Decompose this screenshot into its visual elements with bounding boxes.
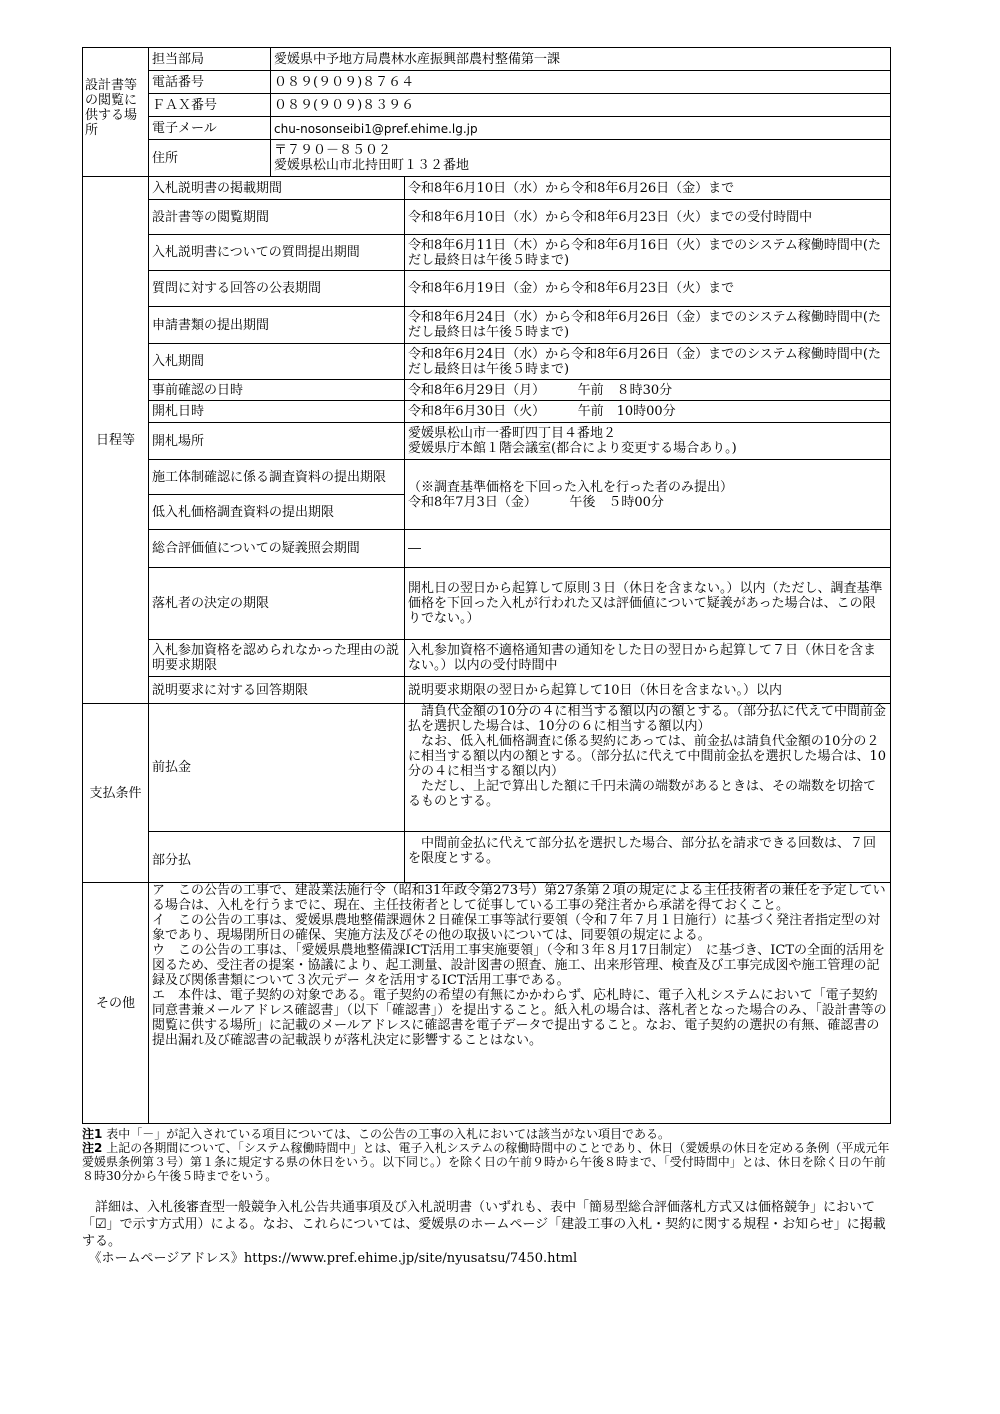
schedule-value: 説明要求期限の翌日から起算して10日（休日を含まない。）以内 bbox=[405, 677, 891, 704]
schedule-label: 施工体制確認に係る調査資料の提出期限 bbox=[149, 460, 405, 495]
payment-value: 中間前金払に代えて部分払を選択した場合、部分払を請求できる回数は、７回を限度とする。 bbox=[405, 832, 891, 883]
schedule-label: 事前確認の日時 bbox=[149, 380, 405, 401]
venue-row bbox=[83, 94, 891, 117]
note-tag: 注2 bbox=[82, 1141, 103, 1155]
fax-value: ０８９(９０９)８３９６ bbox=[271, 94, 891, 117]
schedule-row bbox=[83, 344, 891, 380]
payment-row bbox=[83, 832, 891, 883]
venue-row bbox=[83, 117, 891, 140]
other-items bbox=[149, 883, 891, 1124]
schedule-row bbox=[83, 677, 891, 704]
other-item: エ 本件は、電子契約の対象である。電子契約の希望の有無にかかわらず、応札時に、電子入札システムにおいて「電子契約同意書兼メールアドレス確認書」（以下「確認書」）を提出すること。紙入札の場合は、落札者となった場合のみ、「設計書等の閲覧に供する場所」に記載のメールアドレスに確認書を電子データで提出すること。なお、電子契約の選択の有無、確認書の提出漏れ及び確認書の記載誤りが落札決定に影響することはない。 bbox=[152, 988, 887, 1048]
schedule-value: 令和8年6月24日（水）から令和8年6月26日（金）までのシステム稼働時間中(ただし最終日は午後５時まで) bbox=[405, 344, 891, 380]
schedule-row bbox=[83, 460, 891, 495]
schedule-label: 入札説明書の掲載期間 bbox=[149, 177, 405, 200]
venue-label: 電話番号 bbox=[149, 71, 271, 94]
schedule-value: 令和8年6月24日（水）から令和8年6月26日（金）までのシステム稼働時間中(ただし最終日は午後５時まで) bbox=[405, 307, 891, 344]
schedule-value: 令和8年6月30日（火） 午前 10時00分 bbox=[405, 401, 891, 423]
schedule-row bbox=[83, 271, 891, 307]
note-1 bbox=[82, 1127, 894, 1141]
note-text: 表中「－」が記入されている項目については、この公告の工事の入札においては該当がない項目である。 bbox=[106, 1127, 670, 1141]
payment-label: 前払金 bbox=[149, 704, 405, 832]
schedule-value: 令和8年6月10日（水）から令和8年6月26日（金）まで bbox=[405, 177, 891, 200]
schedule-label: 入札参加資格を認められなかった理由の説明要求期限 bbox=[149, 640, 405, 677]
notice-table bbox=[82, 47, 891, 1124]
survey-deadline-value: （※調査基準価格を下回った入札を行った者のみ提出） 令和8年7月3日（金） 午後 ５時00分 bbox=[405, 460, 891, 530]
schedule-row bbox=[83, 200, 891, 235]
schedule-label: 説明要求に対する回答期限 bbox=[149, 677, 405, 704]
note-2 bbox=[82, 1141, 894, 1183]
schedule-label: 質問に対する回答の公表期間 bbox=[149, 271, 405, 307]
schedule-label: 設計書等の閲覧期間 bbox=[149, 200, 405, 235]
other-row bbox=[83, 883, 891, 1124]
schedule-value: 令和8年6月29日（月） 午前 ８時30分 bbox=[405, 380, 891, 401]
email-link[interactable]: chu-nosonseibi1@pref.ehime.lg.jp bbox=[271, 117, 891, 140]
schedule-value: 開札日の翌日から起算して原則３日（休日を含まない。）以内（ただし、調査基準価格を下回った入札が行われた又は評価値について疑義があった場合は、この限りでない。） bbox=[405, 568, 891, 640]
schedule-label: 開札場所 bbox=[149, 423, 405, 460]
phone-value: ０８９(９０９)８７６４ bbox=[271, 71, 891, 94]
schedule-label: 低入札価格調査資料の提出期限 bbox=[149, 495, 405, 530]
venue-row bbox=[83, 48, 891, 71]
schedule-row bbox=[83, 380, 891, 401]
schedule-row bbox=[83, 530, 891, 568]
schedule-value: 愛媛県松山市一番町四丁目４番地２ 愛媛県庁本館１階会議室(都合により変更する場合あり。) bbox=[405, 423, 891, 460]
venue-label: 住所 bbox=[149, 140, 271, 177]
payment-value: 請負代金額の10分の４に相当する額以内の額とする。（部分払に代えて中間前金払を選択した場合は、10分の６に相当する額以内） なお、低入札価格調査に係る契約にあっては、前金払は請負代金額の10分の２に相当する額以内の額とする。（部分払に代えて中間前金払を選択した場合は、10分の４に相当する額以内） ただし、上記で算出した額に千円未満の端数があるときは、その端数を切捨てるものとする。 bbox=[405, 704, 891, 832]
schedule-label: 申請書類の提出期間 bbox=[149, 307, 405, 344]
other-item: ア この公告の工事で、建設業法施行令（昭和31年政令第273号）第27条第２項の規定による主任技術者の兼任を予定している場合は、入札を行うまでに、現在、主任技術者として従事している工事の発注者から承諾を得ておくこと。 bbox=[152, 883, 886, 913]
venue-row bbox=[83, 140, 891, 177]
other-item: ウ この公告の工事は、「愛媛県農地整備課ICT活用工事実施要領」（令和３年８月17日制定） に基づき、ICTの全面的活用を図るため、受注者の提案・協議により、起工測量、設計図書の照査、施工、出来形管理、検査及び工事完成図や施工管理の記録及び関係書類について３次元デー タを活用するICT活用工事である。 bbox=[152, 943, 886, 988]
schedule-row bbox=[83, 568, 891, 640]
venue-row bbox=[83, 71, 891, 94]
detail-paragraph bbox=[82, 1199, 894, 1267]
venue-label: 電子メール bbox=[149, 117, 271, 140]
schedule-row bbox=[83, 235, 891, 271]
schedule-label: 総合評価値についての疑義照会期間 bbox=[149, 530, 405, 568]
venue-group-label: 設計書等の閲覧に供する場所 bbox=[83, 48, 149, 177]
note-text: 上記の各期間について、「システム稼働時間中」とは、電子入札システムの稼働時間中のことであり、休日（愛媛県の休日を定める条例（平成元年愛媛県条例第３号）第１条に規定する県の休日をいう。以下同じ。）を除く日の午前９時から午後８時まで、「受付時間中」とは、休日を除く日の午前８時30分から午後５時までをいう。 bbox=[82, 1141, 890, 1183]
schedule-row bbox=[83, 177, 891, 200]
payment-row bbox=[83, 704, 891, 832]
schedule-value: 入札参加資格不適格通知書の通知をした日の翌日から起算して７日（休日を含まない。）以内の受付時間中 bbox=[405, 640, 891, 677]
schedule-row bbox=[83, 423, 891, 460]
detail-body: 詳細は、入札後審査型一般競争入札公告共通事項及び入札説明書（いずれも、表中「簡易型総合評価落札方式又は価格競争」において「☑」で示す方式用）による。なお、これらについては、愛媛県のホームページ「建設工事の入札・契約に関する規程・お知らせ」に掲載する。 bbox=[82, 1200, 886, 1249]
venue-value: 愛媛県中予地方局農林水産振興部農村整備第一課 bbox=[271, 48, 891, 71]
payment-label: 部分払 bbox=[149, 832, 405, 883]
other-group-label: その他 bbox=[83, 883, 149, 1124]
schedule-value: 令和8年6月10日（水）から令和8年6月23日（火）までの受付時間中 bbox=[405, 200, 891, 235]
address-value: 〒７９０－８５０２ 愛媛県松山市北持田町１３２番地 bbox=[271, 140, 891, 177]
schedule-value: 令和8年6月11日（木）から令和8年6月16日（火）までのシステム稼働時間中(ただし最終日は午後５時まで) bbox=[405, 235, 891, 271]
homepage-url[interactable]: 《ホームページアドレス》https://www.pref.ehime.jp/site/nyusatsu/7450.html bbox=[82, 1251, 578, 1266]
schedule-row bbox=[83, 401, 891, 423]
schedule-label: 開札日時 bbox=[149, 401, 405, 423]
schedule-row bbox=[83, 640, 891, 677]
schedule-label: 入札期間 bbox=[149, 344, 405, 380]
other-item: イ この公告の工事は、愛媛県農地整備課週休２日確保工事等試行要領（令和７年７月１日施行）に基づく発注者指定型の対象であり、現場閉所日の確保、実施方法及びその他の取扱いについては、同要領の規定による。 bbox=[152, 913, 881, 943]
venue-label: 担当部局 bbox=[149, 48, 271, 71]
schedule-label: 落札者の決定の期限 bbox=[149, 568, 405, 640]
venue-label: ＦＡＸ番号 bbox=[149, 94, 271, 117]
payment-group-label: 支払条件 bbox=[83, 704, 149, 883]
schedule-label: 入札説明書についての質問提出期間 bbox=[149, 235, 405, 271]
schedule-group-label: 日程等 bbox=[83, 177, 149, 704]
notice-document bbox=[82, 47, 890, 1124]
schedule-row bbox=[83, 307, 891, 344]
notes bbox=[82, 1127, 894, 1183]
schedule-value: ― bbox=[405, 530, 891, 568]
schedule-value: 令和8年6月19日（金）から令和8年6月23日（火）まで bbox=[405, 271, 891, 307]
note-tag: 注1 bbox=[82, 1127, 103, 1141]
